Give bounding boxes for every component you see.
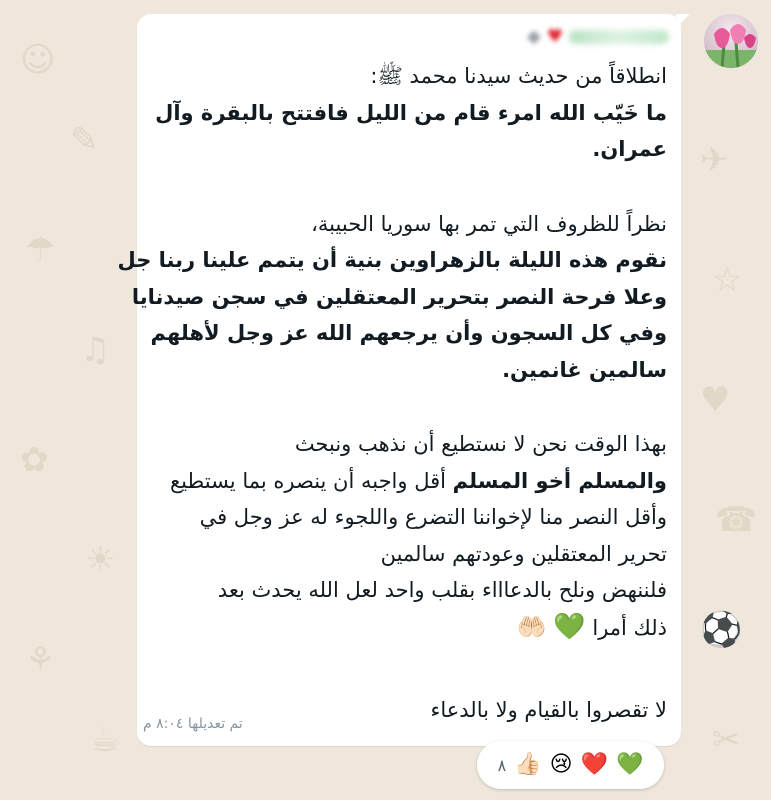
message-bubble[interactable] (117, 14, 681, 746)
tulips-icon (704, 14, 758, 68)
doodle-icon: ☕ (90, 720, 121, 760)
message-line: لا تقصروا بالقيام ولا بالدعاء (430, 698, 667, 722)
edited-label: تم تعديلها (187, 716, 243, 732)
doodle-icon: ⚽ (700, 610, 743, 650)
message-line: ما خَيّب الله امرء قام من الليل فافتتح بالبقرة وآل (155, 100, 667, 125)
doodle-icon: ☺ (20, 40, 56, 80)
line-text: ذلك أمرا (592, 615, 667, 640)
thumbs-up-reaction-icon: 👍🏻 (514, 752, 542, 777)
sender-avatar[interactable] (704, 14, 758, 68)
doodle-icon: ☀ (85, 540, 116, 580)
doodle-icon: ☆ (712, 260, 743, 300)
message-line: سالمين غانمين. (502, 357, 667, 382)
bold-phrase: والمسلم أخو المسلم (452, 468, 667, 493)
doodle-icon: ☂ (25, 230, 56, 270)
crying-face-reaction-icon: 😢 (549, 752, 573, 777)
message-line: بهذا الوقت نحن لا نستطيع أن نذهب ونبحث (294, 432, 667, 456)
raising-hands-icon: 🤲🏻 (516, 612, 547, 641)
message-line: انطلاقاً من حديث سيدنا محمد ﷺ: (370, 64, 667, 88)
heart-icon: ♥ (546, 26, 563, 47)
message-line: وفي كل السجون وأن يرجعهم الله عز وجل لأهلهم (150, 321, 667, 345)
message-line (147, 463, 667, 500)
emoji-icon: ◆ (527, 26, 541, 47)
message-line: وأقل النصر منا لإخواننا التضرع واللجوء له عز وجل في (199, 505, 667, 529)
doodle-icon: ✂ (712, 720, 741, 760)
reactions-bar[interactable] (477, 741, 664, 789)
reaction-count: ٨ (497, 755, 507, 775)
green-heart-reaction-icon: 💚 (615, 752, 644, 777)
message-meta (143, 716, 243, 732)
sender-name-blurred (569, 30, 669, 44)
message-line: نقوم هذه الليلة بالزهراوين بنية أن يتمم علينا ربنا جل (117, 248, 667, 272)
message-line: نظراً للظروف التي تمر بها سوريا الحبيبة، (311, 211, 667, 236)
message-line: عمران. (592, 137, 667, 161)
green-heart-icon: 💚 (553, 611, 586, 642)
bubble-tail (676, 14, 690, 28)
message-line: فلننهض ونلح بالدعاااء بقلب واحد لعل الله يحدث بعد (217, 578, 667, 602)
doodle-icon: ☎ (715, 500, 758, 540)
doodle-icon: ♥ (700, 380, 731, 420)
sender-name[interactable] (527, 24, 669, 50)
doodle-icon: ♫ (80, 330, 111, 370)
doodle-icon: ⚘ (25, 640, 56, 680)
message-line (147, 609, 667, 647)
line-rest: أقل واجبه أن ينصره بما يستطيع (170, 468, 453, 493)
doodle-icon: ✿ (20, 440, 49, 480)
message-line: تحرير المعتقلين وعودتهم سالمين (380, 541, 667, 566)
doodle-icon: ✈ (700, 140, 729, 180)
message-line: وعلا فرحة النصر بتحرير المعتقلين في سجن صيدنايا (131, 284, 667, 309)
doodle-icon: ✎ (70, 120, 99, 160)
message-text (117, 58, 667, 729)
red-heart-reaction-icon: ❤️ (580, 752, 608, 777)
message-time: ٨:٠٤ م (143, 716, 184, 732)
